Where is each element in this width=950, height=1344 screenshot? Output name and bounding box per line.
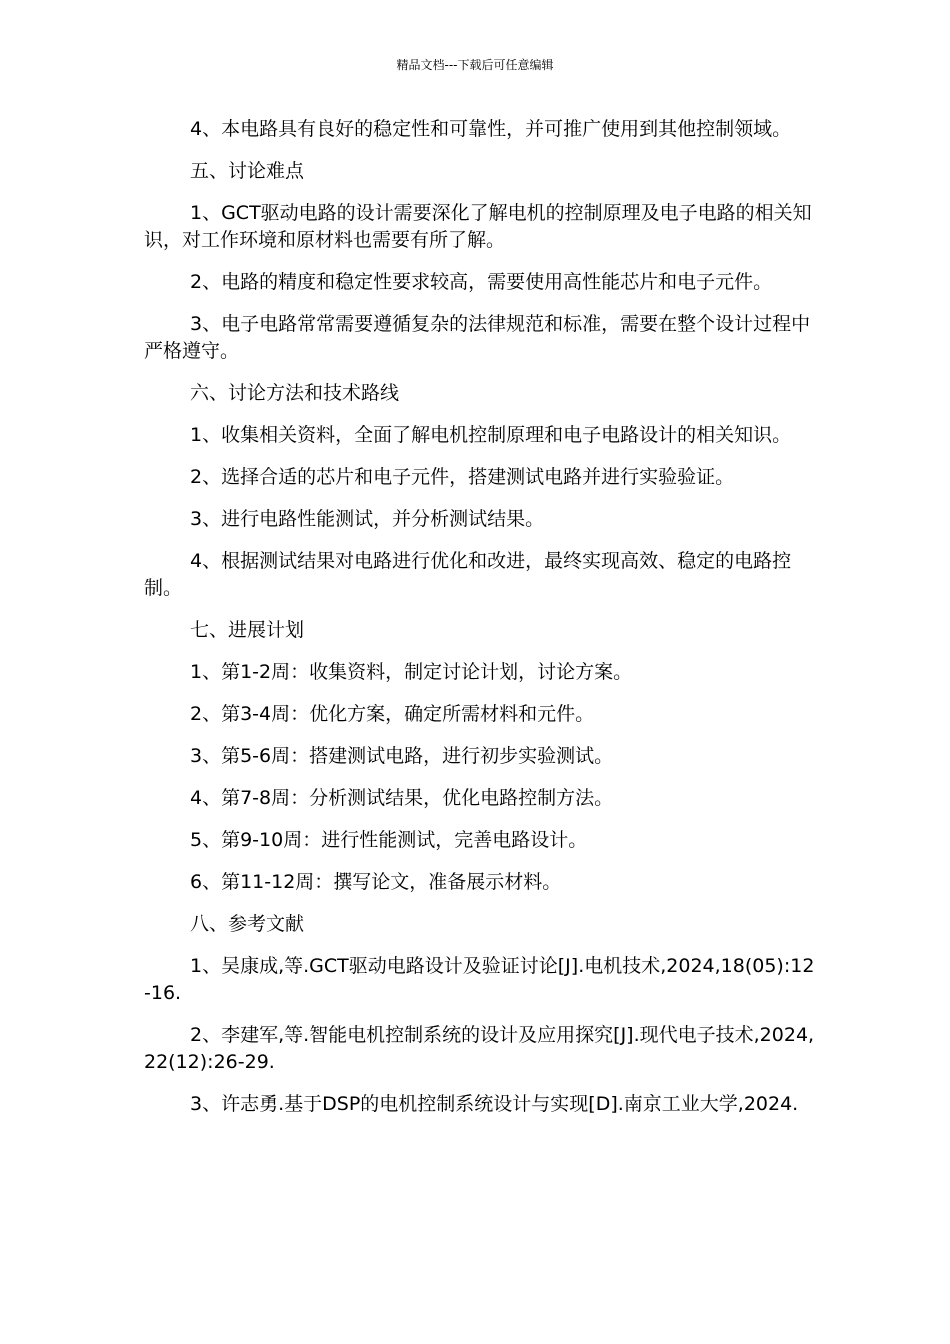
section-heading-difficulties: 五、讨论难点 <box>190 160 305 182</box>
list-item: 3、进行电路性能测试，并分析测试结果。 <box>190 508 545 530</box>
reference-item: 2、李建军,等.智能电机控制系统的设计及应用探究[J].现代电子技术,2024,22(12):26-29. <box>144 1024 815 1073</box>
section-heading-methods: 六、讨论方法和技术路线 <box>190 382 400 404</box>
list-item: 4、根据测试结果对电路进行优化和改进，最终实现高效、稳定的电路控制。 <box>144 550 792 599</box>
reference-item: 3、许志勇.基于DSP的电机控制系统设计与实现[D].南京工业大学,2024. <box>190 1093 799 1115</box>
schedule-item: 5、第9-10周：进行性能测试，完善电路设计。 <box>190 829 588 851</box>
document-body <box>144 116 816 1133</box>
reference-item: 1、吴康成,等.GCT驱动电路设计及验证讨论[J].电机技术,2024,18(05):12-16. <box>144 955 815 1004</box>
schedule-item: 4、第7-8周：分析测试结果，优化电路控制方法。 <box>190 787 614 809</box>
schedule-item: 2、第3-4周：优化方案，确定所需材料和元件。 <box>190 703 595 725</box>
schedule-item: 1、第1-2周：收集资料，制定讨论计划，讨论方案。 <box>190 661 633 683</box>
schedule-item: 6、第11-12周：撰写论文，准备展示材料。 <box>190 871 562 893</box>
paragraph-stability: 4、本电路具有良好的稳定性和可靠性，并可推广使用到其他控制领域。 <box>190 118 792 140</box>
list-item: 2、电路的精度和稳定性要求较高，需要使用高性能芯片和电子元件。 <box>190 271 773 293</box>
schedule-item: 3、第5-6周：搭建测试电路，进行初步实验测试。 <box>190 745 614 767</box>
list-item: 1、GCT驱动电路的设计需要深化了解电机的控制原理及电子电路的相关知识，对工作环境和原材料也需要有所了解。 <box>144 202 812 251</box>
list-item: 3、电子电路常常需要遵循复杂的法律规范和标准，需要在整个设计过程中严格遵守。 <box>144 313 811 362</box>
list-item: 1、收集相关资料，全面了解电机控制原理和电子电路设计的相关知识。 <box>190 424 792 446</box>
section-heading-references: 八、参考文献 <box>190 913 305 935</box>
section-heading-schedule: 七、进展计划 <box>190 619 305 641</box>
page-header: 精品文档---下载后可任意编辑 <box>396 58 554 72</box>
list-item: 2、选择合适的芯片和电子元件，搭建测试电路并进行实验验证。 <box>190 466 735 488</box>
